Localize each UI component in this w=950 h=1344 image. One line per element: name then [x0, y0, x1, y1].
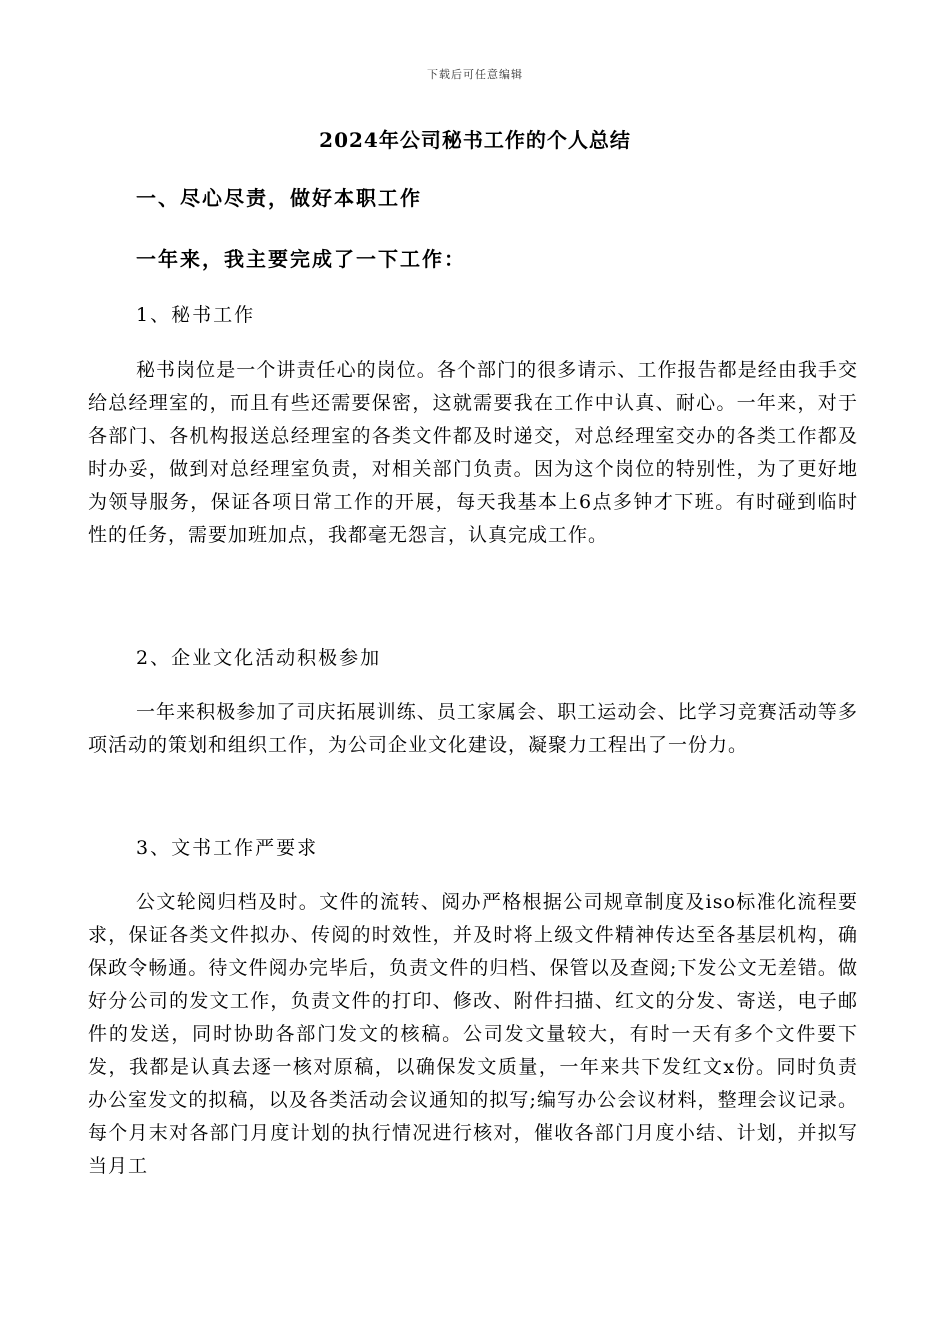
paragraph-1: 秘书岗位是一个讲责任心的岗位。各个部门的很多请示、工作报告都是经由我手交给总经理室的，而且有些还需要保密，这就需要我在工作中认真、耐心。一年来，对于各部门、各机构报送总经理室的各类文件都及时递交，对总经理室交办的各类工作都及时办妥，做到对总经理室负责，对相关部门负责。因为这个岗位的特别性，为了更好地为领导服务，保证各项日常工作的开展，每天我基本上6点多钟才下班。有时碰到临时性的任务，需要加班加点，我都毫无怨言，认真完成工作。	[88, 359, 858, 546]
item-label-3: 3、文书工作严要求	[136, 837, 319, 859]
subheading: 一年来，我主要完成了一下工作：	[136, 247, 466, 271]
item-label-2: 2、企业文化活动积极参加	[136, 647, 382, 669]
paragraph-2: 一年来积极参加了司庆拓展训练、员工家属会、职工运动会、比学习竞赛活动等多项活动的策划和组织工作，为公司企业文化建设，凝聚力工程出了一份力。	[88, 701, 858, 756]
paragraph-3: 公文轮阅归档及时。文件的流转、阅办严格根据公司规章制度及iso标准化流程要求，保证各类文件拟办、传阅的时效性，并及时将上级文件精神传达至各基层机构，确保政令畅通。待文件阅办完毕后，负责文件的归档、保管以及查阅;下发公文无差错。做好分公司的发文工作，负责文件的打印、修改、附件扫描、红文的分发、寄送，电子邮件的发送，同时协助各部门发文的核稿。公司发文量较大，有时一天有多个文件要下发，我都是认真去逐一核对原稿，以确保发文质量，一年来共下发红文x份。同时负责办公室发文的拟稿，以及各类活动会议通知的拟写;编写办公会议材料，整理会议记录。每个月末对各部门月度计划的执行情况进行核对，催收各部门月度小结、计划，并拟写当月工	[88, 891, 858, 1177]
section-heading: 一、尽心尽责，做好本职工作	[136, 186, 422, 210]
header-note: 下载后可任意编辑	[427, 68, 523, 81]
item-label-1: 1、秘书工作	[136, 304, 256, 326]
document-title: 2024年公司秘书工作的个人总结	[319, 128, 631, 152]
